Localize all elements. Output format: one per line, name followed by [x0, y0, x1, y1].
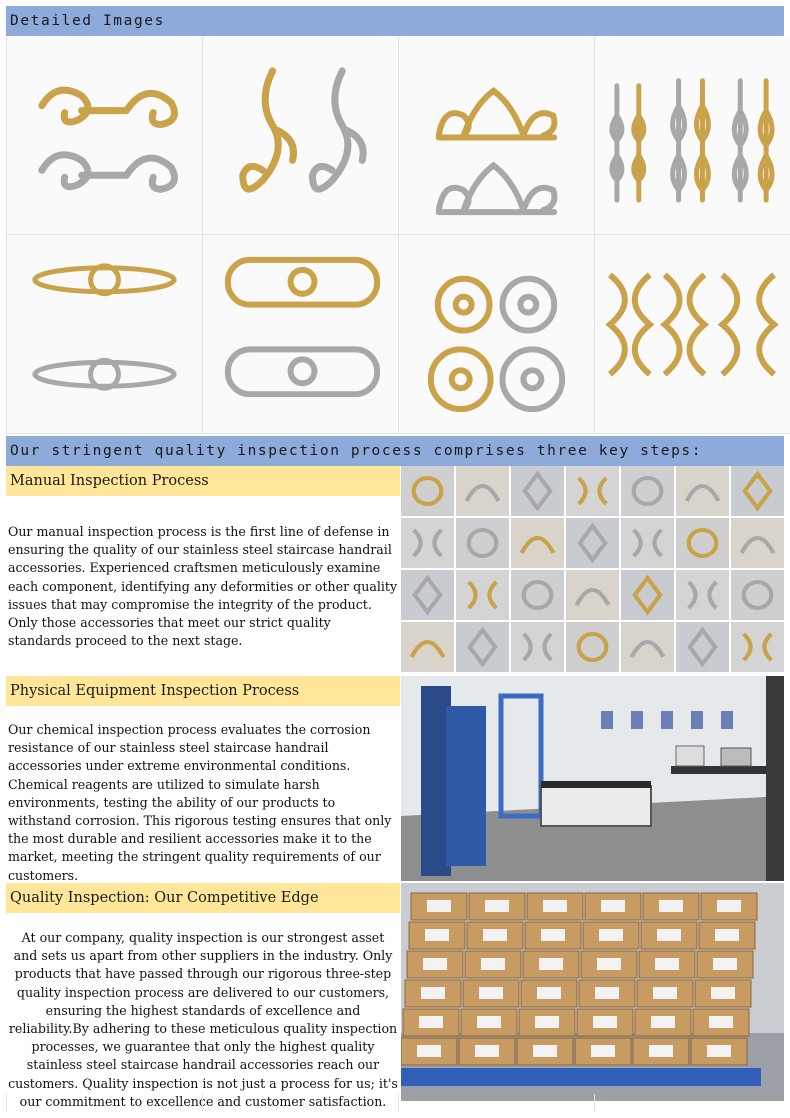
inspection-thumbnail[interactable]: [621, 622, 674, 672]
warehouse-boxes-photo[interactable]: [401, 883, 784, 1101]
inspection-thumbnail[interactable]: [676, 518, 729, 568]
round-rosette-ornament-icon: [399, 235, 594, 433]
box-label: [483, 929, 507, 941]
box-label: [543, 900, 567, 912]
gallery-image-rosettes[interactable]: [399, 235, 595, 434]
box-label: [475, 1045, 499, 1057]
box-label: [477, 1016, 501, 1028]
box-label: [597, 958, 621, 970]
inspection-thumbnail[interactable]: [456, 518, 509, 568]
box-label: [417, 1045, 441, 1057]
box-label: [709, 1016, 733, 1028]
inspection-thumbnail[interactable]: [566, 570, 619, 620]
inspection-thumbnail[interactable]: [401, 570, 454, 620]
oval-scroll-panel-icon: [203, 235, 398, 433]
inspection-process-header: Our stringent quality inspection process comprises three key steps:: [6, 436, 784, 466]
inspection-thumbnail[interactable]: [566, 622, 619, 672]
box-label: [537, 987, 561, 999]
box-label: [479, 987, 503, 999]
gallery-image-flower-medallion[interactable]: [7, 235, 203, 434]
box-label: [591, 1045, 615, 1057]
ring-chain-panel-icon: [595, 235, 790, 433]
thumbnail-grid: [401, 466, 784, 672]
product-gallery: [6, 36, 785, 436]
crown-ornament-icon: [399, 36, 594, 234]
s-scroll-ornament-icon: [203, 36, 398, 234]
competitive-edge-section: [6, 883, 784, 1109]
inspection-thumbnail[interactable]: [566, 466, 619, 516]
laboratory-icon: [401, 676, 784, 881]
box-label: [599, 929, 623, 941]
box-label: [657, 929, 681, 941]
box-label: [713, 958, 737, 970]
box-label: [539, 958, 563, 970]
inspection-thumbnail[interactable]: [676, 466, 729, 516]
box-label: [535, 1016, 559, 1028]
box-label: [651, 1016, 675, 1028]
manual-inspection-section: [6, 466, 784, 676]
equipment-inspection-section: [6, 676, 784, 883]
box-label: [595, 987, 619, 999]
inspection-thumbnail[interactable]: [731, 622, 784, 672]
inspection-thumbnail[interactable]: [456, 622, 509, 672]
inspection-thumbnail[interactable]: [401, 622, 454, 672]
box-label: [655, 958, 679, 970]
inspection-thumbnail[interactable]: [621, 570, 674, 620]
flower-medallion-ornament-icon: [7, 235, 202, 433]
competitive-edge-text: At our company, quality inspection is our strongest asset and sets us apart from other suppliers in the industry. Only products that have passed through our rigorous three-step quality inspection process are delivered to our customers, ensuring the highest standards of excellence and reliability.By adhering to these meticulous quality inspection processes, we guarantee that only the highest quality stainless steel staircase handrail accessories reach our customers. Quality inspection is not just a process for us; it's our commitment to excellence and customer satisfaction.: [8, 930, 398, 1109]
boxes-on-pallet-icon: [401, 883, 784, 1101]
equipment-inspection-text: Our chemical inspection process evaluates the corrosion resistance of our stainless steel staircase handrail accessories under extreme environmental conditions. Chemical reagents are utilized to simulate harsh environments, testing the ability of our products to withstand corrosion. This rigorous testing ensures that only the most durable and resilient accessories make it to the market, meeting the stringent quality requirements of our customers.: [8, 722, 392, 883]
inspection-thumbnail[interactable]: [731, 570, 784, 620]
laboratory-photo[interactable]: [401, 676, 784, 881]
gallery-image-balusters[interactable]: [595, 36, 790, 235]
inspection-thumbnail[interactable]: [621, 466, 674, 516]
baluster-set-icon: [595, 36, 790, 234]
detailed-images-header: Detailed Images: [6, 6, 784, 36]
box-label: [481, 958, 505, 970]
inspection-thumbnail[interactable]: [401, 466, 454, 516]
inspection-thumbnail[interactable]: [456, 570, 509, 620]
scroll-ornament-pair-icon: [7, 36, 202, 234]
box-label: [715, 929, 739, 941]
box-label: [425, 929, 449, 941]
inspection-thumbnail[interactable]: [401, 518, 454, 568]
box-label: [707, 1045, 731, 1057]
box-label: [533, 1045, 557, 1057]
inspection-thumbnails[interactable]: [401, 466, 784, 672]
inspection-thumbnail[interactable]: [731, 518, 784, 568]
box-label: [421, 987, 445, 999]
inspection-thumbnail[interactable]: [511, 622, 564, 672]
inspection-thumbnail[interactable]: [676, 622, 729, 672]
inspection-thumbnail[interactable]: [511, 518, 564, 568]
box-label: [427, 900, 451, 912]
inspection-thumbnail[interactable]: [456, 466, 509, 516]
gallery-image-ring-panels[interactable]: [595, 235, 790, 434]
box-label: [485, 900, 509, 912]
inspection-thumbnail[interactable]: [511, 570, 564, 620]
inspection-thumbnail[interactable]: [676, 570, 729, 620]
inspection-thumbnail[interactable]: [511, 466, 564, 516]
box-label: [717, 900, 741, 912]
box-label: [419, 1016, 443, 1028]
box-label: [649, 1045, 673, 1057]
page: [6, 6, 784, 1109]
box-label: [659, 900, 683, 912]
inspection-thumbnail[interactable]: [621, 518, 674, 568]
gallery-image-scroll-pair[interactable]: [7, 36, 203, 235]
inspection-thumbnail[interactable]: [566, 518, 619, 568]
gallery-image-crown[interactable]: [399, 36, 595, 235]
manual-inspection-text: Our manual inspection process is the first line of defense in ensuring the quality of our stainless steel staircase handrail accessories. Experienced craftsmen meticulously examine each component, identifying any deformities or other quality issues that may compromise the integrity of the product. Only those accessories that meet our strict quality standards proceed to the next stage.: [8, 524, 398, 649]
competitive-edge-heading: Quality Inspection: Our Competitive Edge: [6, 883, 400, 913]
box-label: [541, 929, 565, 941]
box-label: [653, 987, 677, 999]
gallery-image-oval-panel[interactable]: [203, 235, 399, 434]
gallery-image-s-scroll[interactable]: [203, 36, 399, 235]
equipment-inspection-heading: Physical Equipment Inspection Process: [6, 676, 400, 706]
box-label: [711, 987, 735, 999]
inspection-thumbnail[interactable]: [731, 466, 784, 516]
bottom-border-row: [6, 1094, 785, 1112]
box-label: [423, 958, 447, 970]
box-label: [601, 900, 625, 912]
manual-inspection-heading: Manual Inspection Process: [6, 466, 400, 496]
box-label: [593, 1016, 617, 1028]
